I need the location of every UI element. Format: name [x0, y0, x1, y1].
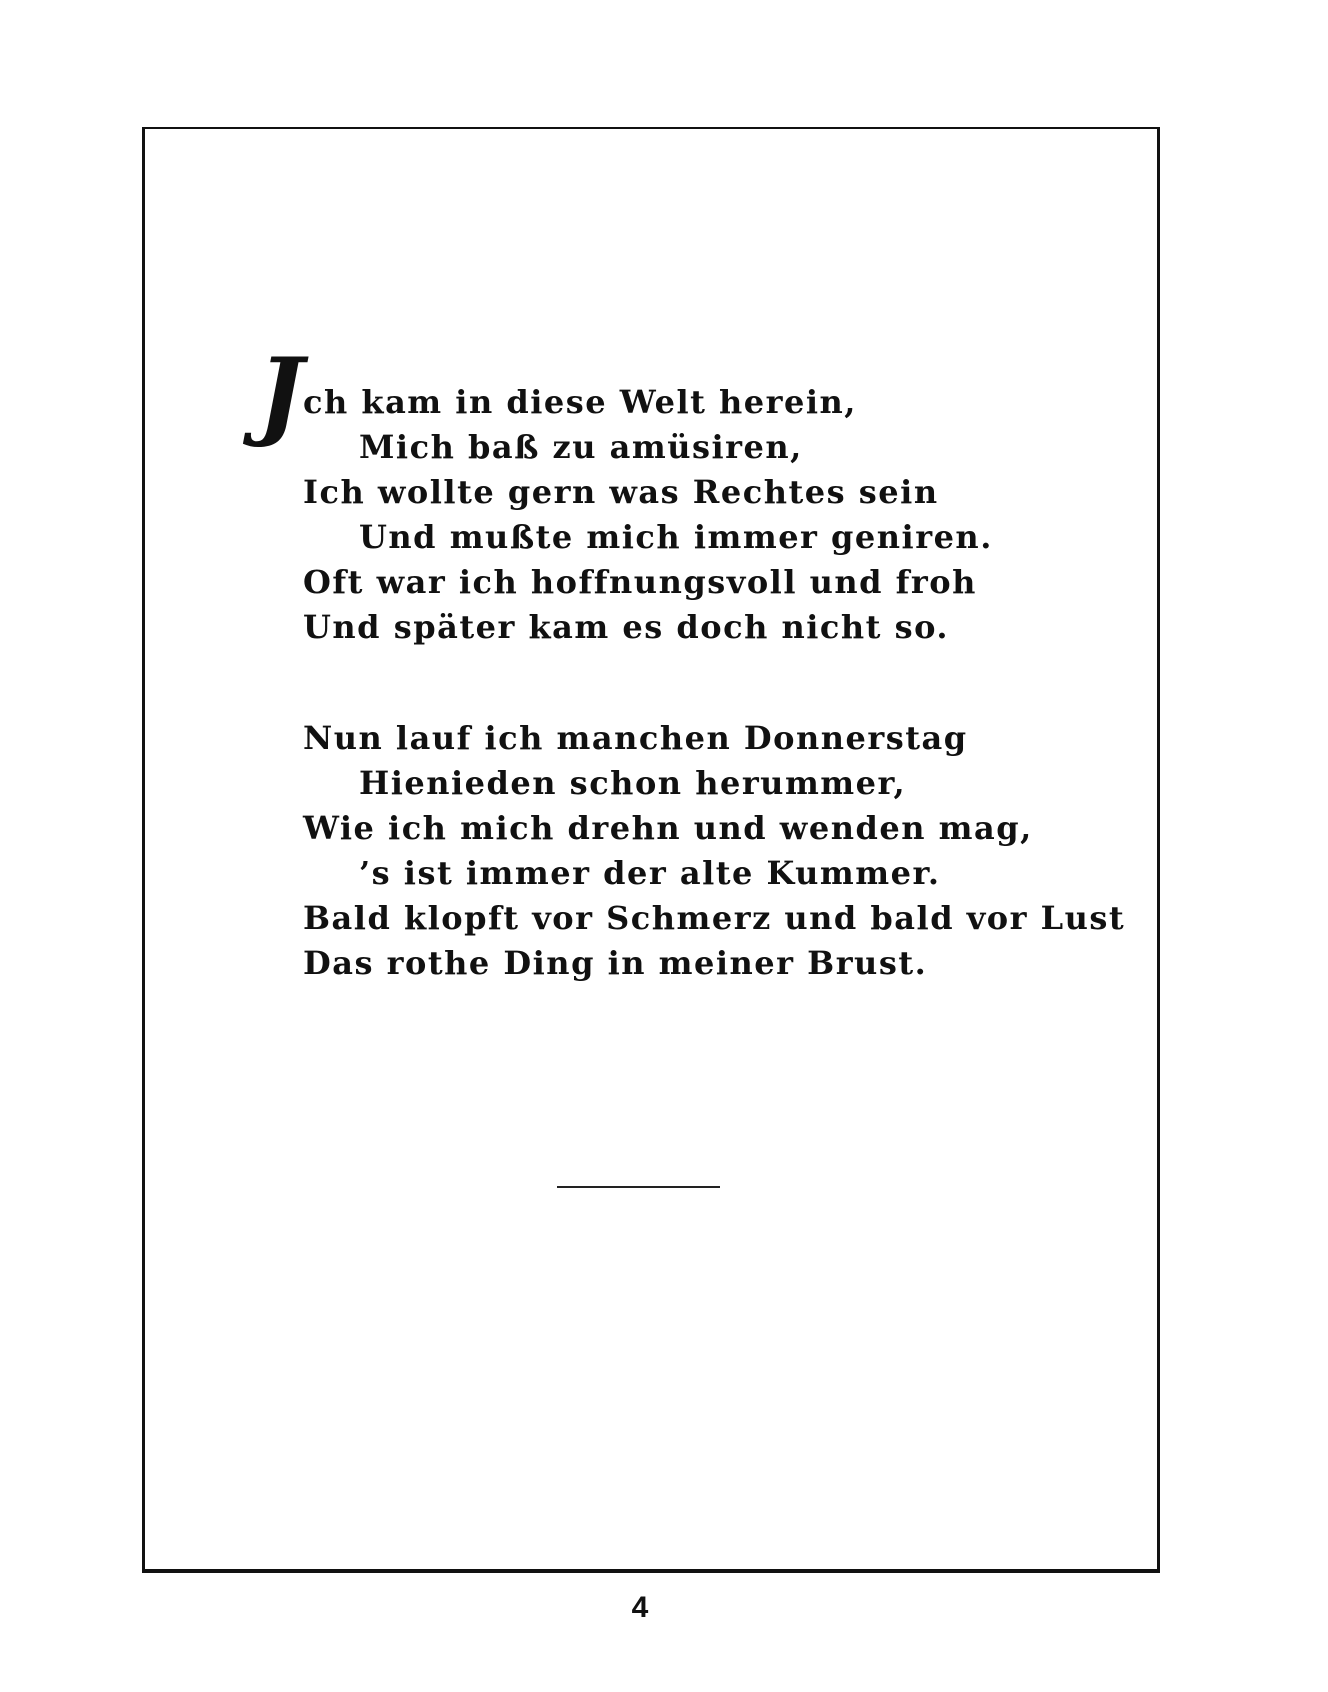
poem-line: Mich baß zu amüsiren, — [359, 428, 803, 466]
poem-line: Bald klopft vor Schmerz und bald vor Lust — [303, 899, 1126, 937]
poem-line: Nun lauf ich manchen Donnerstag — [303, 719, 968, 757]
poem-line: Oft war ich hoffnungsvoll und froh — [303, 563, 977, 601]
page-number: 4 — [631, 1591, 649, 1624]
poem-line: Ich wollte gern was Rechtes sein — [303, 473, 939, 511]
poem-line: ’s ist immer der alte Kummer. — [359, 854, 941, 892]
stanza-1 — [258, 337, 1103, 650]
stanza-spacer — [303, 650, 1103, 716]
poem-line: Und später kam es doch nicht so. — [303, 608, 950, 646]
drop-cap: J — [258, 337, 305, 450]
poem-line: Hienieden schon herummer, — [359, 764, 907, 802]
poem-line: Das rothe Ding in meiner Brust. — [303, 944, 928, 982]
poem-line: Und mußte mich immer geniren. — [359, 518, 993, 556]
poem — [258, 337, 1126, 986]
poem-line-text: ch kam in diese Welt herein, — [303, 383, 857, 421]
end-divider-rule — [557, 1186, 720, 1188]
stanza-2 — [303, 716, 1126, 986]
poem-line: Wie ich mich drehn und wenden mag, — [303, 809, 1033, 847]
